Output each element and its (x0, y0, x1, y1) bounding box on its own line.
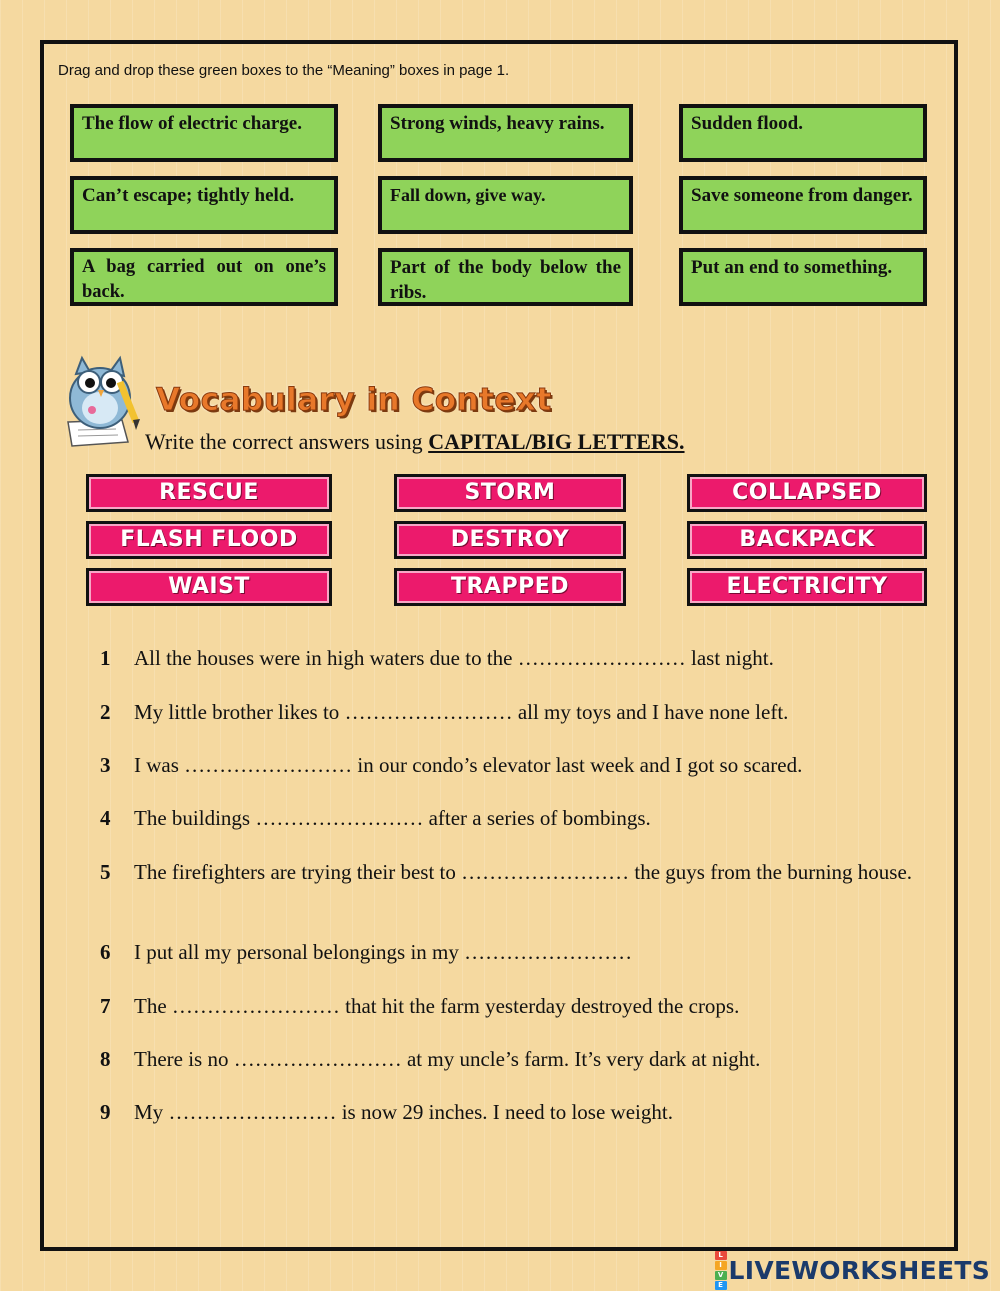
answer-blank[interactable]: …………………… (517, 646, 686, 670)
question-number: 5 (100, 860, 111, 884)
question-1 (100, 638, 930, 678)
question-5 (100, 852, 930, 892)
word-box-waist: WAIST (86, 568, 332, 606)
logo-text: LIVEWORKSHEETS (728, 1255, 990, 1285)
meaning-box-8[interactable]: Part of the body below the ribs. (378, 248, 633, 306)
word-box-destroy: DESTROY (394, 521, 626, 559)
question-text: I was …………………… in our condo’s elevator last week and I got so scared. (134, 753, 803, 777)
section-title: Vocabulary in Context (156, 382, 552, 418)
answer-blank[interactable]: …………………… (344, 700, 513, 724)
answer-blank[interactable]: …………………… (233, 1047, 402, 1071)
answer-blank[interactable]: …………………… (168, 1100, 337, 1124)
liveworksheets-logo (715, 1250, 990, 1289)
question-8 (100, 1039, 930, 1079)
answer-blank[interactable]: …………………… (464, 940, 633, 964)
logo-mark-icon: L I V E (715, 1250, 727, 1290)
meaning-box-3[interactable]: Sudden flood. (679, 104, 927, 162)
question-2 (100, 692, 930, 732)
question-4 (100, 798, 930, 838)
meaning-box-6[interactable]: Save someone from danger. (679, 176, 927, 234)
word-box-storm: STORM (394, 474, 626, 512)
question-number: 1 (100, 646, 111, 670)
question-number: 3 (100, 753, 111, 777)
meaning-box-4[interactable]: Can’t escape; tightly held. (70, 176, 338, 234)
word-box-flash-flood: FLASH FLOOD (86, 521, 332, 559)
question-number: 8 (100, 1047, 111, 1071)
question-9 (100, 1092, 930, 1132)
question-text: My little brother likes to …………………… all my toys and I have none left. (134, 700, 789, 724)
word-box-rescue: RESCUE (86, 474, 332, 512)
question-3 (100, 745, 930, 785)
question-text: The buildings …………………… after a series of bombings. (134, 806, 651, 830)
drag-instruction: Drag and drop these green boxes to the “Meaning” boxes in page 1. (58, 62, 510, 79)
question-text: The firefighters are trying their best to …………………… the guys from the burning house. (134, 860, 913, 884)
question-number: 4 (100, 806, 111, 830)
subtitle-prefix: Write the correct answers using (145, 429, 429, 454)
word-box-backpack: BACKPACK (687, 521, 927, 559)
subtitle-emphasis: CAPITAL/BIG LETTERS. (428, 429, 685, 454)
question-text: The …………………… that hit the farm yesterday destroyed the crops. (134, 994, 740, 1018)
question-number: 9 (100, 1100, 111, 1124)
question-text: My …………………… is now 29 inches. I need to lose weight. (134, 1100, 673, 1124)
answer-blank[interactable]: …………………… (171, 994, 340, 1018)
question-number: 7 (100, 994, 111, 1018)
question-text: There is no …………………… at my uncle’s farm. It’s very dark at night. (134, 1047, 761, 1071)
question-number: 6 (100, 940, 111, 964)
answer-blank[interactable]: …………………… (461, 860, 630, 884)
word-box-trapped: TRAPPED (394, 568, 626, 606)
meaning-box-5[interactable]: Fall down, give way. (378, 176, 633, 234)
question-text: All the houses were in high waters due to the …………………… last night. (134, 646, 774, 670)
meaning-box-7[interactable]: A bag carried out on one’s back. (70, 248, 338, 306)
question-7 (100, 986, 930, 1026)
meaning-box-2[interactable]: Strong winds, heavy rains. (378, 104, 633, 162)
question-text: I put all my personal belongings in my …………………… (134, 940, 633, 964)
owl-pencil-icon (62, 352, 144, 448)
meaning-box-1[interactable]: The flow of electric charge. (70, 104, 338, 162)
meaning-box-9[interactable]: Put an end to something. (679, 248, 927, 306)
question-number: 2 (100, 700, 111, 724)
word-box-electricity: ELECTRICITY (687, 568, 927, 606)
question-6 (100, 932, 930, 972)
word-box-collapsed: COLLAPSED (687, 474, 927, 512)
section-subtitle (145, 429, 685, 455)
answer-blank[interactable]: …………………… (184, 753, 353, 777)
answer-blank[interactable]: …………………… (255, 806, 424, 830)
